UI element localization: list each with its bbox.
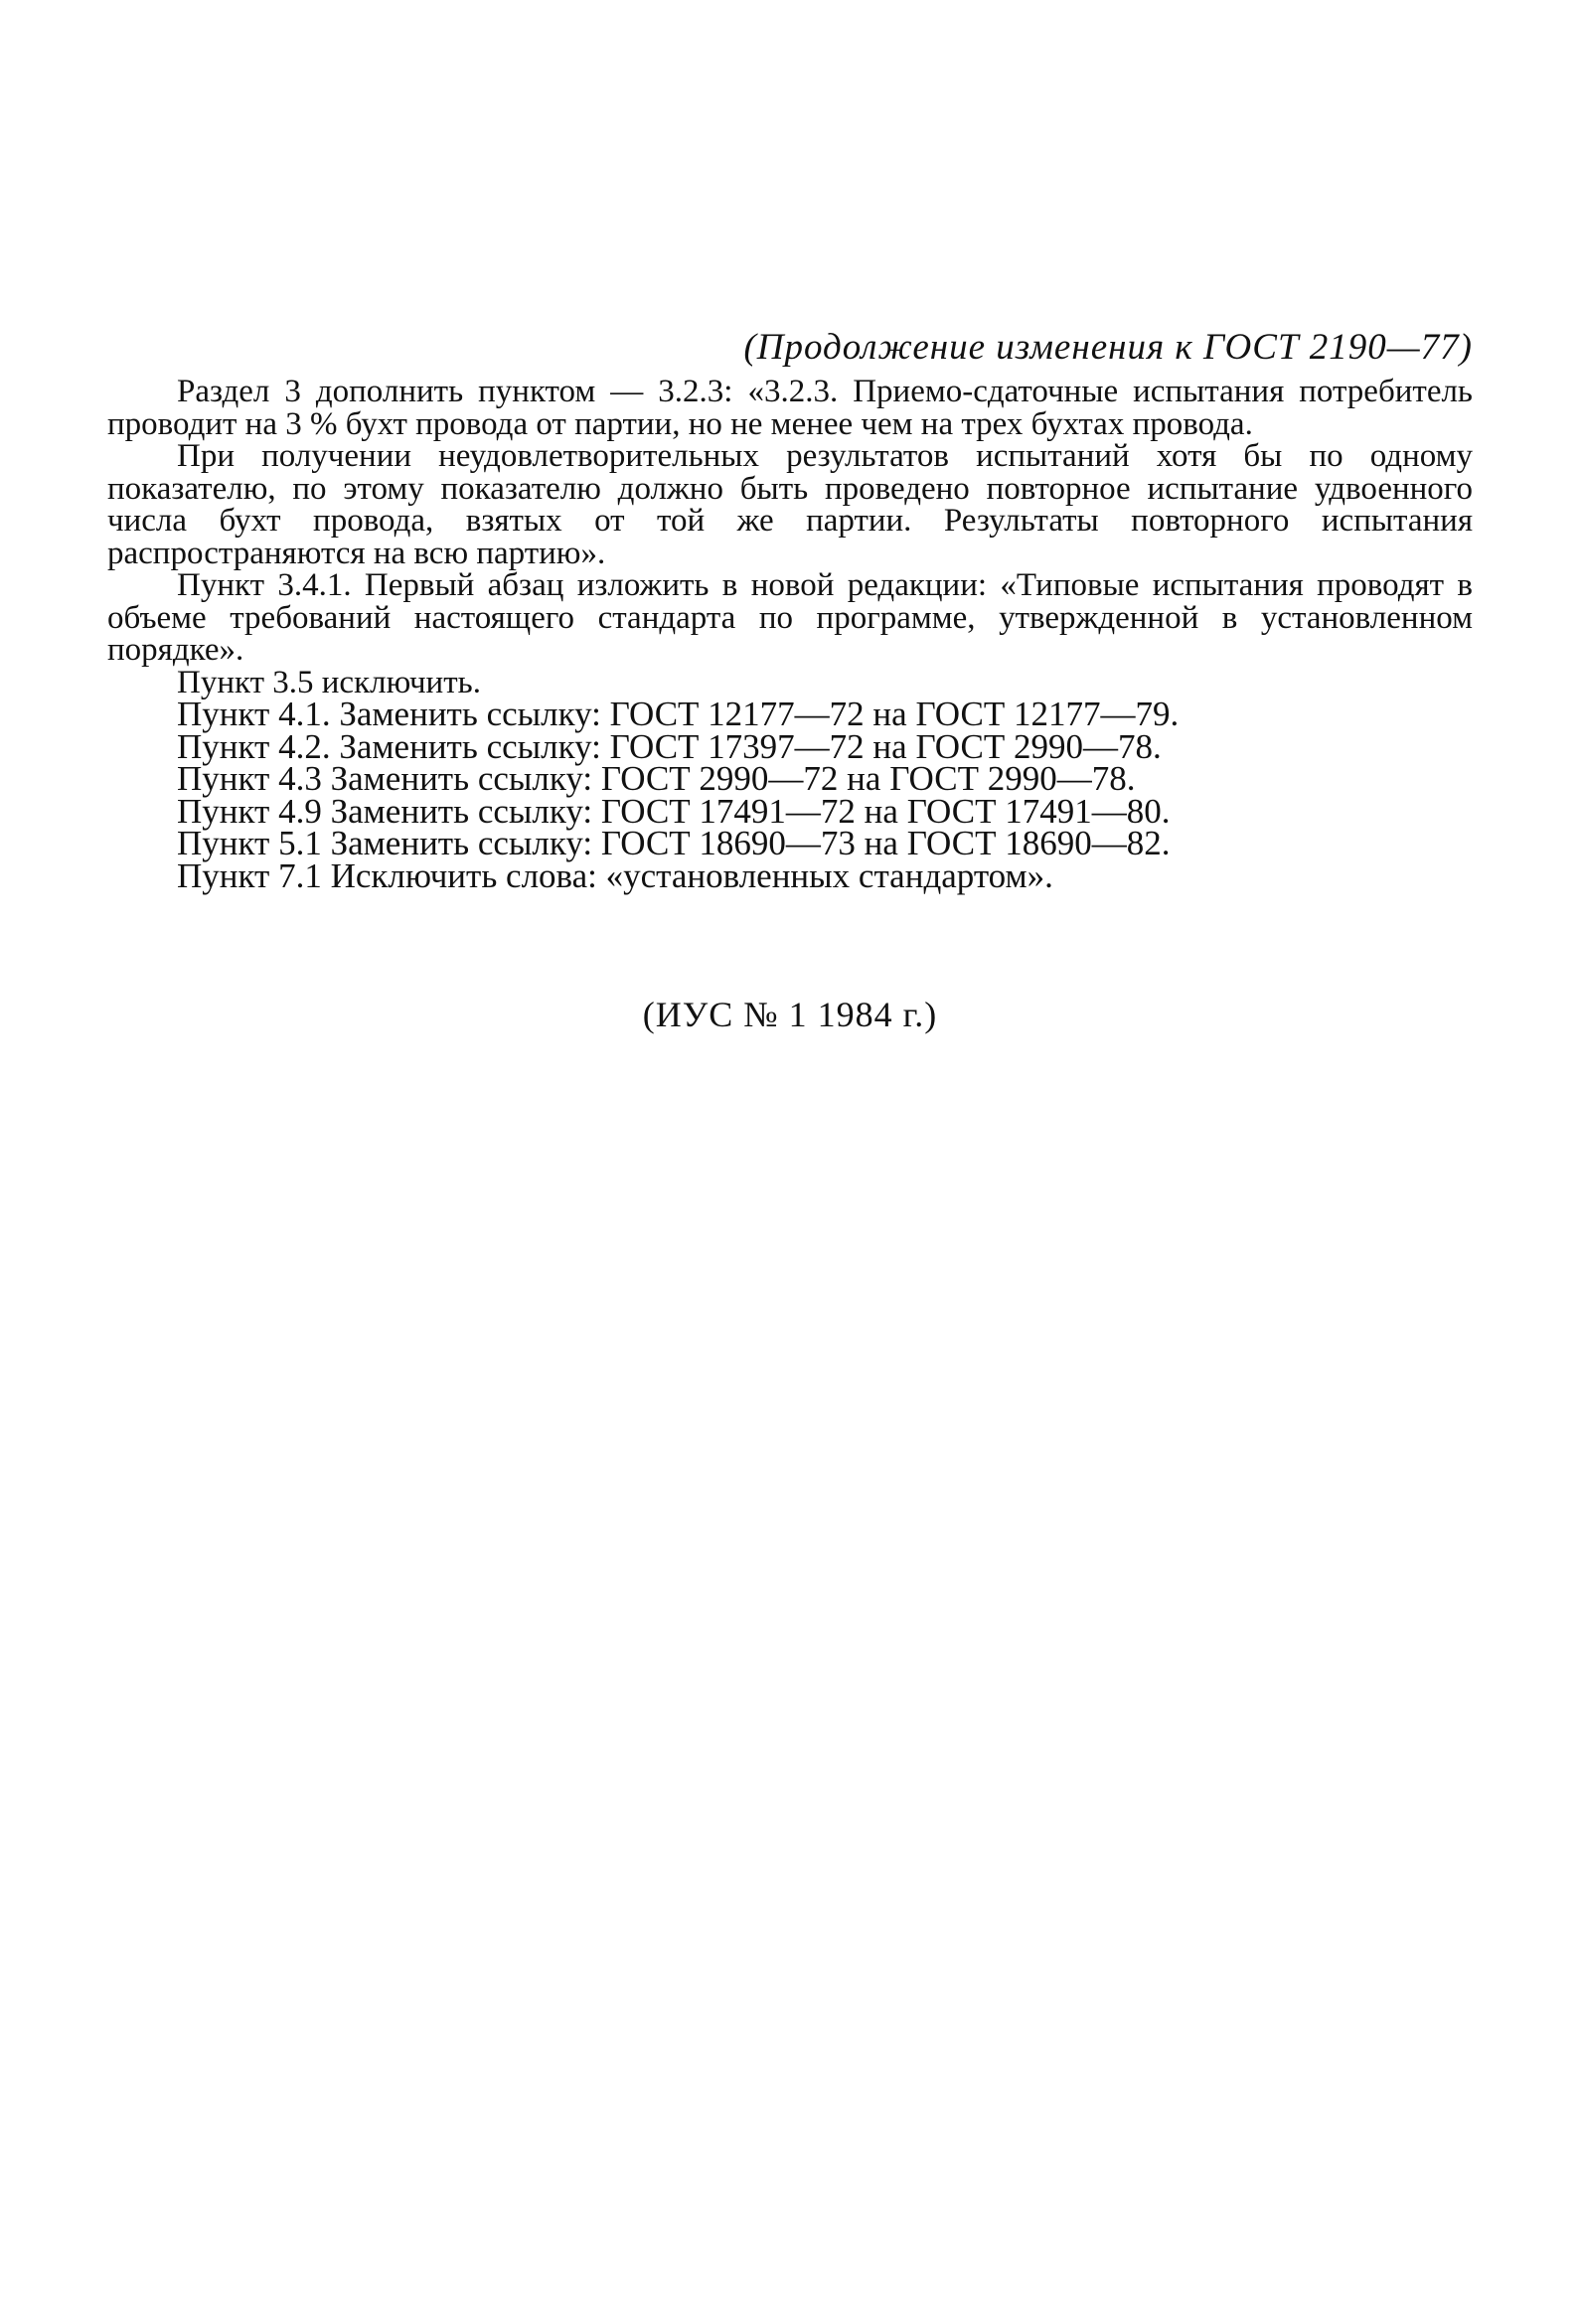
amendment-item: Пункт 3.5 исключить. <box>177 664 481 700</box>
continuation-header: (Продолжение изменения к ГОСТ 2190—77) <box>743 327 1473 368</box>
amendment-item: Пункт 4.1. Заменить ссылку: ГОСТ 12177—72 на ГОСТ 12177—79. <box>177 695 1180 733</box>
amendment-item: Пункт 7.1 Исключить слова: «установленных стандартом». <box>177 855 1053 895</box>
paragraph-retest: При получении неудовлетворительных результатов испытаний хотя бы по одному показателю, по этому показателю должно быть проведено повторное испытание удвоенного числа бухт провода, взятых от той же партии. Результаты повторного испытания распространяются на всю партию». <box>107 438 1473 571</box>
amendment-item: Пункт 4.9 Заменить ссылку: ГОСТ 17491—72 на ГОСТ 17491—80. <box>177 791 1171 831</box>
paragraph-3-4-1: Пункт 3.4.1. Первый абзац изложить в новой редакции: «Типовые испытания проводят в объеме требований настоящего стандарта по программе, утвержденной в установленном порядке». <box>107 567 1473 668</box>
amendment-list <box>107 664 1473 895</box>
amendment-item: Пункт 5.1 Заменить ссылку: ГОСТ 18690—73 на ГОСТ 18690—82. <box>177 824 1171 862</box>
amendment-item: Пункт 4.3 Заменить ссылку: ГОСТ 2990—72 на ГОСТ 2990—78. <box>177 759 1136 798</box>
paragraph-section-3: Раздел 3 дополнить пунктом — 3.2.3: «3.2.3. Приемо-сдаточные испытания потребитель проводит на 3 % бухт провода от партии, но не менее чем на трех бухтах провода. <box>107 374 1473 442</box>
ius-reference: (ИУС № 1 1984 г.) <box>642 995 938 1034</box>
amendment-body <box>107 374 1473 895</box>
amendment-item: Пункт 4.2. Заменить ссылку: ГОСТ 17397—72 на ГОСТ 2990—78. <box>177 726 1162 766</box>
